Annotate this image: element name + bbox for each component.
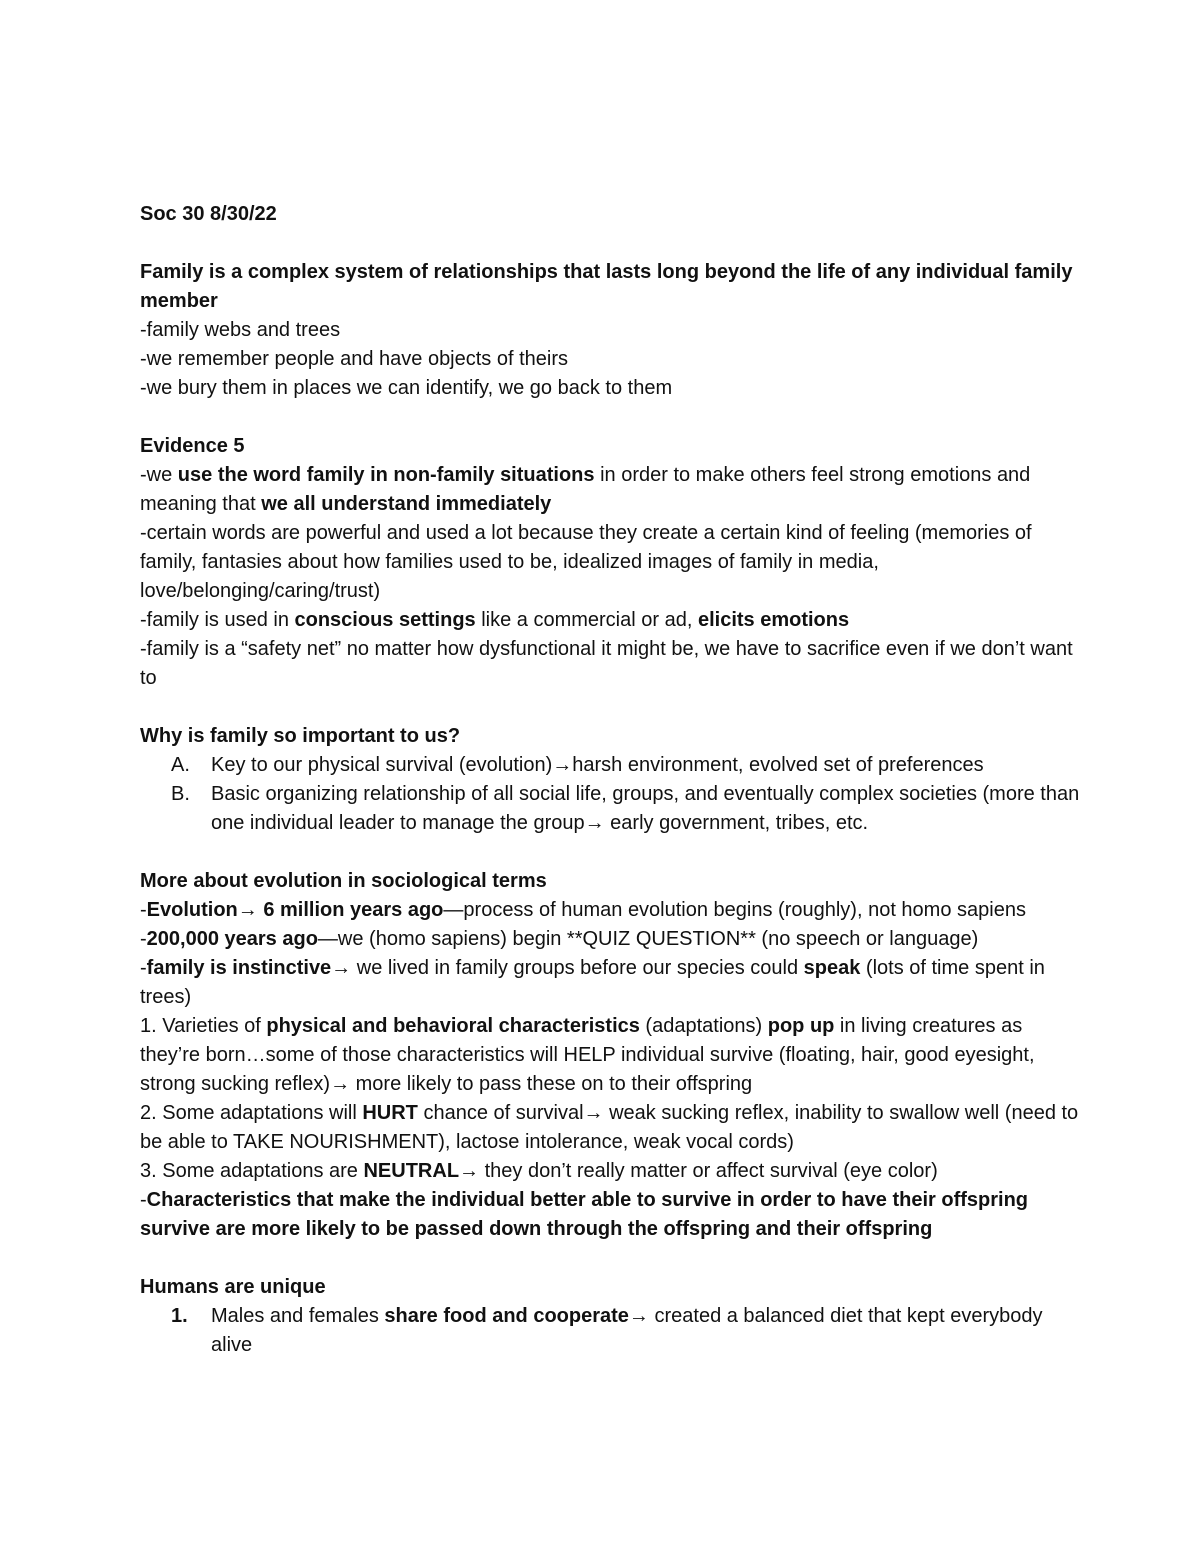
list-marker: B. [171, 783, 190, 805]
list-item [140, 1302, 1080, 1360]
note-paragraph: -we use the word family in non-family situations in order to make others feel strong emotions and meaning that we all understand immediately [140, 464, 1031, 515]
list-item-text: Basic organizing relationship of all social life, groups, and eventually complex societies (more than one individual leader to manage the group→ early government, tribes, etc. [211, 783, 1080, 834]
note-line: -family webs and trees [140, 319, 341, 341]
note-paragraph: 3. Some adaptations are NEUTRAL→ they don’t really matter or affect survival (eye color) [140, 1160, 938, 1182]
note-paragraph: -Evolution→ 6 million years ago—process of human evolution begins (roughly), not homo sapiens [140, 899, 1026, 921]
section-heading-family-system: Family is a complex system of relationships that lasts long beyond the life of any individual family member [140, 261, 1073, 312]
note-paragraph: 2. Some adaptations will HURT chance of survival→ weak sucking reflex, inability to swallow well (need to be able to TAKE NOURISHMENT), lactose intolerance, weak vocal cords) [140, 1102, 1079, 1153]
list-item-text: Males and females share food and cooperate→ created a balanced diet that kept everybody alive [211, 1305, 1043, 1356]
note-paragraph: 1. Varieties of physical and behavioral characteristics (adaptations) pop up in living creatures as they’re born…some of those characteristics will HELP individual survive (floating, hair, good eyesight, strong sucking reflex)→ more likely to pass these on to their offspring [140, 1015, 1035, 1095]
note-paragraph: -family is a “safety net” no matter how dysfunctional it might be, we have to sacrifice even if we don’t want to [140, 638, 1073, 689]
document-header: Soc 30 8/30/22 [140, 203, 277, 225]
note-paragraph: -Characteristics that make the individual better able to survive in order to have their offspring survive are more likely to be passed down through the offspring and their offspring [140, 1189, 1028, 1240]
list-marker: A. [171, 754, 190, 776]
note-paragraph: -certain words are powerful and used a lot because they create a certain kind of feeling (memories of family, fantasies about how families used to be, idealized images of family in media, love/belonging/caring/trust) [140, 522, 1032, 602]
list-item [140, 780, 1080, 838]
note-paragraph: -family is instinctive→ we lived in family groups before our species could speak (lots of time spent in trees) [140, 957, 1045, 1008]
spacer [140, 838, 1080, 867]
list-marker: 1. [171, 1305, 188, 1327]
note-paragraph: -200,000 years ago—we (homo sapiens) begin **QUIZ QUESTION** (no speech or language) [140, 928, 979, 950]
note-line: -we remember people and have objects of theirs [140, 348, 569, 370]
list-item-text: Key to our physical survival (evolution)→harsh environment, evolved set of preferences [211, 754, 984, 776]
spacer [140, 229, 1080, 258]
spacer [140, 693, 1080, 722]
spacer [140, 1244, 1080, 1273]
section-heading-evidence: Evidence 5 [140, 435, 245, 457]
section-heading-evolution: More about evolution in sociological terms [140, 870, 547, 892]
note-paragraph: -family is used in conscious settings like a commercial or ad, elicits emotions [140, 609, 850, 631]
note-line: -we bury them in places we can identify, we go back to them [140, 377, 673, 399]
section-heading-why-family: Why is family so important to us? [140, 725, 461, 747]
spacer [140, 403, 1080, 432]
section-heading-humans-unique: Humans are unique [140, 1276, 326, 1298]
document-page [140, 200, 1080, 1360]
list-item [140, 751, 1080, 780]
